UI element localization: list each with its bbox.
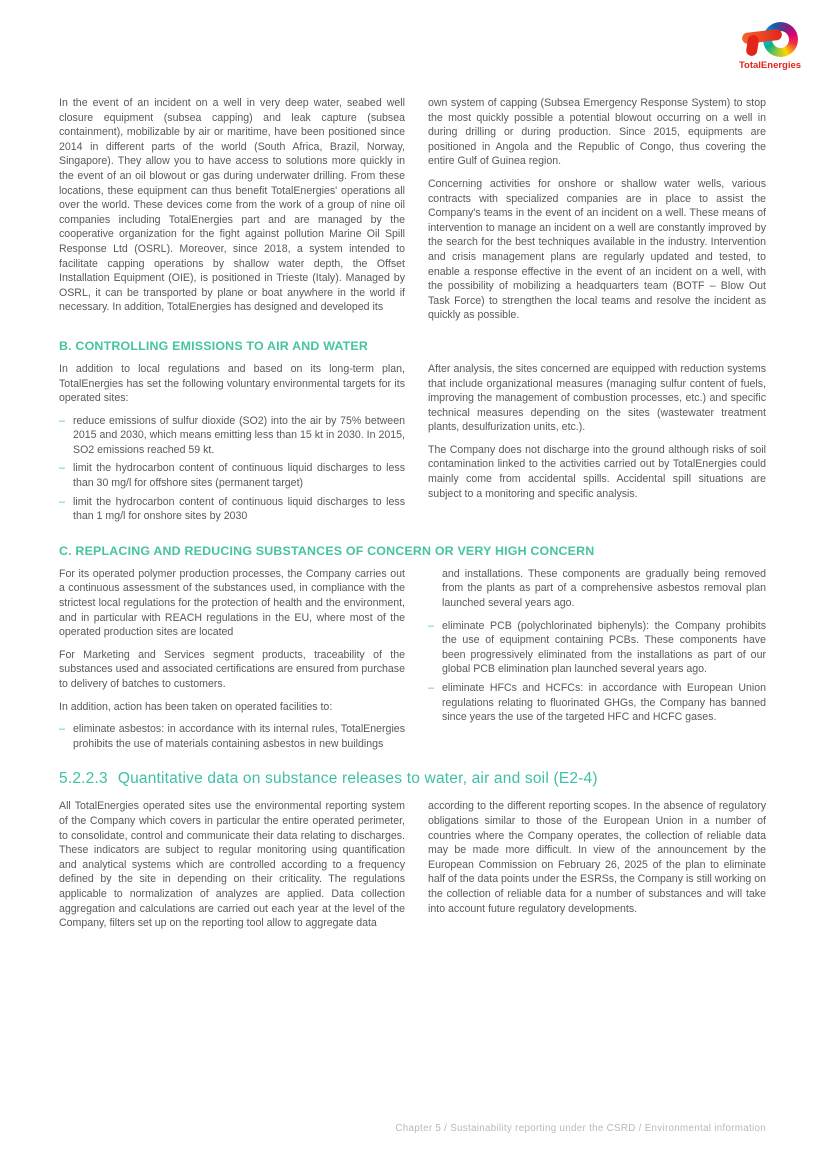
paragraph: Concerning activities for onshore or shallow water wells, various contracts with specialized companies are in place to assist the Company's teams in the event of an incident on a well. These means of intervention to manage an incident on a well are constantly improved by the search for the best techniques available in the industry. Intervention and crisis management plans are regularly updated and tested, to enable a response effective in the event of an incident on a well, with the possibility of mobilizing a headquarters team (BOTF – Blow Out Task Force) to strengthen the local teams and resolve the incident as quickly as possible. bbox=[428, 177, 766, 322]
page-content bbox=[59, 96, 766, 931]
section-b-left-column bbox=[59, 362, 405, 528]
bullet-text: eliminate asbestos: in accordance with its internal rules, TotalEnergies prohibits the use of materials containing asbestos in new buildings bbox=[73, 723, 405, 750]
logo-t-stem-icon bbox=[745, 34, 759, 56]
logo-brand-text: TotalEnergies bbox=[738, 60, 802, 71]
intro-right-column bbox=[428, 96, 766, 323]
paragraph: In addition to local regulations and based on its long-term plan, TotalEnergies has set the following voluntary environmental targets for its operated sites: bbox=[59, 362, 405, 405]
paragraph: own system of capping (Subsea Emergency Response System) to stop the most quickly possible a potential blowout occurring on a well in during drilling or during production. Since 2015, equipments are positioned in Angola and the Republic of Congo, thus covering the entire Gulf of Guinea region. bbox=[428, 97, 766, 168]
section-c bbox=[59, 567, 766, 756]
bullet-item bbox=[59, 722, 405, 751]
bullet-dash: – bbox=[59, 723, 65, 736]
bullet-item bbox=[59, 495, 405, 524]
section-b-right-column bbox=[428, 362, 766, 501]
section-title: Quantitative data on substance releases to water, air and soil (E2-4) bbox=[117, 770, 598, 788]
bullet-dash: – bbox=[59, 414, 65, 427]
paragraph: For Marketing and Services segment products, traceability of the substances used and associated certifications are ensured from purchase to delivery of batches to customers. bbox=[59, 648, 405, 690]
paragraph: The Company does not discharge into the ground although risks of soil contamination linked to the activities carried out by TotalEnergies could mainly come from accidental spills. Accidental spill situations are subject to a monitoring and specific analysis. bbox=[428, 443, 766, 500]
intro-section bbox=[59, 96, 766, 323]
paragraph: according to the different reporting scopes. In the absence of regulatory obligations similar to those of the European Union in a number of countries where the Company operates, the collection of reliable data may be made more difficult. In view of the announcement by the European Commission on February 26, 2025 of the plan to eliminate half of the data points under the ESRSs, the Company is still working on the collection of reliable data for a number of substances and will take into account future regulatory developments. bbox=[428, 800, 767, 915]
section-b-heading: B. CONTROLLING EMISSIONS TO AIR AND WATER bbox=[59, 338, 369, 353]
bullet-dash: – bbox=[428, 619, 434, 632]
section-5223-heading bbox=[59, 769, 766, 789]
bullet-text: limit the hydrocarbon content of continuous liquid discharges to less than 30 mg/l for offshore sites (permanent target) bbox=[73, 462, 405, 490]
paragraph: All TotalEnergies operated sites use the environmental reporting system of the Company which covers in particular the entire operated perimeter, to consolidate, control and communicate their data relating to discharges. These indicators are subject to regular monitoring using quantification and analytical systems which are controlled according to a frequency defined by the site in depending on their criticality. The regulations applicable to normalization of analyzes are applied. Data collection aggregation and calculations are carried out each year at the level of the Company, filters set up on the reporting tool allow to aggregate data bbox=[59, 800, 405, 930]
section-number: 5.2.2.3 bbox=[59, 770, 108, 788]
section-b bbox=[59, 362, 766, 528]
bullet-item bbox=[59, 414, 405, 458]
bullet-item bbox=[428, 619, 766, 677]
bullet-dash: – bbox=[428, 682, 434, 694]
section-5223-left-column bbox=[59, 799, 405, 930]
bullet-dash: – bbox=[59, 462, 65, 475]
totalenergies-logo bbox=[737, 22, 803, 71]
paragraph: For its operated polymer production processes, the Company carries out a continuous assessment of the substances used, in compliance with the strictest local regulations for the protection of health and the environment, and in particular with REACH regulations in the EU, where most of the operated production sites are located bbox=[59, 567, 405, 639]
bullet-text: eliminate PCB (polychlorinated biphenyls): the Company prohibits the use of equipment containing PCBs. These components have been progressively eliminated from the installations as part of our global PCB elimination plan launched several years ago. bbox=[442, 619, 766, 676]
section-c-left-column bbox=[59, 567, 405, 756]
paragraph: After analysis, the sites concerned are equipped with reduction systems that include organizational measures (managing sulfur content of fuels, improving the management of combustion processes, etc.) and specific technical measures depending on the sites (wastewater treatment plants, desulfurization units, etc.). bbox=[428, 362, 766, 434]
bullet-continuation: and installations. These components are gradually being removed from the plants as part of a comprehensive asbestos removal plan launched several years ago. bbox=[442, 567, 766, 610]
section-5223 bbox=[59, 799, 766, 930]
bullet-item bbox=[59, 461, 405, 490]
bullet-text: eliminate HFCs and HCFCs: in accordance with European Union regulations relating to fluorinated GHGs, the Company has banned since years the use of the targeted HFC and HCFC gases. bbox=[442, 682, 766, 724]
paragraph: In the event of an incident on a well in very deep water, seabed well closure equipment (subsea capping) and leak capture (subsea containment), mobilizable by air or maritime, have been positioned since 2014 in different parts of the world (South Africa, Brazil, Norway, Singapore). They allow you to have access to solutions more quickly in the event of an oil blowout or gas during underwater drilling. From these locations, these equipment can thus benefit TotalEnergies' operations all over the world. These devices come from the work of a group of nine oil companies including TotalEnergies part and are managed by the cooperative organization for the fight against pollution Marine Oil Spill Response Ltd (OSRL). Moreover, since 2018, a system intended to facilitate capping operations by shallow water depth, the Offset Installation Equipment (OIE), is positioned in Trieste (Italy). Managed by OSRL, it can be transported by plane or boat anywhere in the world if necessary. In addition, TotalEnergies has designed and developed its bbox=[59, 97, 405, 314]
page-footer-breadcrumb: Chapter 5 / Sustainability reporting under the CSRD / Environmental information bbox=[395, 1123, 766, 1134]
totalenergies-logo-icon bbox=[742, 22, 798, 58]
section-5223-right-column bbox=[428, 799, 766, 916]
section-c-right-column bbox=[428, 567, 766, 729]
bullet-text: limit the hydrocarbon content of continuous liquid discharges to less than 1 mg/l for onshore sites by 2030 bbox=[73, 495, 405, 523]
bullet-dash: – bbox=[59, 495, 65, 508]
intro-left-column bbox=[59, 96, 405, 315]
paragraph: In addition, action has been taken on operated facilities to: bbox=[59, 700, 333, 713]
section-c-heading: C. REPLACING AND REDUCING SUBSTANCES OF CONCERN OR VERY HIGH CONCERN bbox=[59, 543, 595, 558]
bullet-item bbox=[428, 681, 766, 725]
bullet-text: reduce emissions of sulfur dioxide (SO2) into the air by 75% between 2015 and 2030, which means emitting less than 15 kt in 2030. In 2015, SO2 emissions reached 59 kt. bbox=[73, 414, 405, 456]
